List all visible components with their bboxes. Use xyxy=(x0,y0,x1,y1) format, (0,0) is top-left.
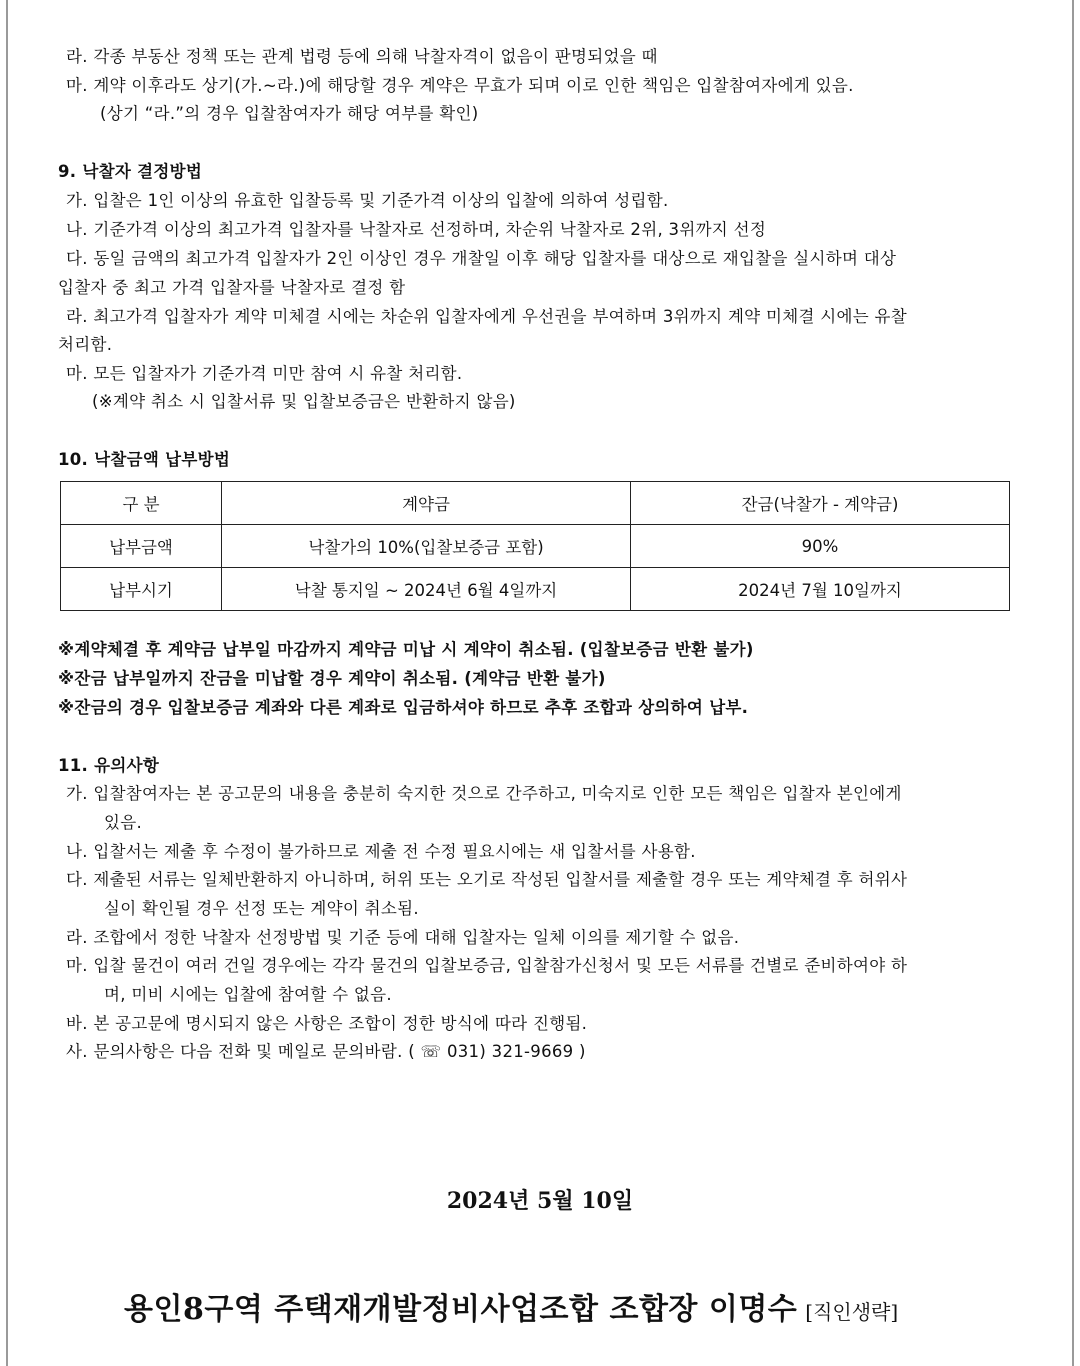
section9-item-ma-note: (※계약 취소 시 입찰서류 및 입찰보증금은 반환하지 않음) xyxy=(92,392,516,411)
section11-item-da-line1: 다. 제출된 서류는 일체반환하지 아니하며, 허위 또는 오기로 작성된 입찰서를 제출할 경우 또는 계약체결 후 허위사 xyxy=(66,870,908,889)
announcement-date: 2024년 5월 10일 xyxy=(446,1188,634,1214)
section9-title: 9. 낙찰자 결정방법 xyxy=(58,162,203,181)
table-row xyxy=(61,568,1010,611)
section11-item-ga-line2: 있음. xyxy=(104,813,143,832)
section11-title: 11. 유의사항 xyxy=(58,756,160,775)
section11-item-ma-line2: 며, 미비 시에는 입찰에 참여할 수 없음. xyxy=(104,985,392,1004)
table-header-row xyxy=(61,482,1010,525)
signature-block xyxy=(124,1284,898,1328)
section10-title: 10. 낙찰금액 납부방법 xyxy=(58,450,231,469)
section11-item-sa: 사. 문의사항은 다음 전화 및 메일로 문의바람. ( ☏ 031) 321-9669 ) xyxy=(66,1042,586,1061)
section10-note: ※계약체결 후 계약금 납부일 마감까지 계약금 미납 시 계약이 취소됨. (입찰보증금 반환 불가) xyxy=(58,640,754,659)
table-header-cell: 잔금(낙찰가 - 계약금) xyxy=(631,482,1010,525)
payment-table xyxy=(60,481,1010,611)
table-cell: 2024년 7월 10일까지 xyxy=(631,568,1010,611)
table-header-cell: 구 분 xyxy=(61,482,222,525)
section8-item-ma: 마. 계약 이후라도 상기(가.~라.)에 해당할 경우 계약은 무효가 되며 이로 인한 책임은 입찰참여자에게 있음. xyxy=(66,76,854,95)
section11-item-ga-line1: 가. 입찰참여자는 본 공고문의 내용을 충분히 숙지한 것으로 간주하고, 미숙지로 인한 모든 책임은 입찰자 본인에게 xyxy=(66,784,902,803)
table-header-cell: 계약금 xyxy=(222,482,631,525)
seal-omitted-note: [직인생략] xyxy=(805,1300,899,1324)
section8-item-ra: 라. 각종 부동산 정책 또는 관계 법령 등에 의해 낙찰자격이 없음이 판명되었을 때 xyxy=(66,47,658,66)
section11-item-ba: 바. 본 공고문에 명시되지 않은 사항은 조합이 정한 방식에 따라 진행됨. xyxy=(66,1014,588,1033)
section9-item-ga: 가. 입찰은 1인 이상의 유효한 입찰등록 및 기준가격 이상의 입찰에 의하여 성립함. xyxy=(66,191,669,210)
table-cell: 낙찰가의 10%(입찰보증금 포함) xyxy=(222,525,631,568)
section11-item-ra: 라. 조합에서 정한 낙찰자 선정방법 및 기준 등에 대해 입찰자는 일체 이의를 제기할 수 없음. xyxy=(66,928,740,947)
section9-item-da-line1: 다. 동일 금액의 최고가격 입찰자가 2인 이상인 경우 개찰일 이후 해당 입찰자를 대상으로 재입찰을 실시하며 대상 xyxy=(66,249,897,268)
table-row xyxy=(61,525,1010,568)
table-cell: 낙찰 통지일 ~ 2024년 6월 4일까지 xyxy=(222,568,631,611)
table-cell: 90% xyxy=(631,525,1010,568)
section11-item-da-line2: 실이 확인될 경우 선정 또는 계약이 취소됨. xyxy=(104,899,419,918)
section9-item-ra-line2: 처리함. xyxy=(58,335,113,354)
section9-item-ma: 마. 모든 입찰자가 기준가격 미만 참여 시 유찰 처리함. xyxy=(66,364,463,383)
section11-item-ma-line1: 마. 입찰 물건이 여러 건일 경우에는 각각 물건의 입찰보증금, 입찰참가신청서 및 모든 서류를 건별로 준비하여야 하 xyxy=(66,956,908,975)
section9-item-ra-line1: 라. 최고가격 입찰자가 계약 미체결 시에는 차순위 입찰자에게 우선권을 부여하며 3위까지 계약 미체결 시에는 유찰 xyxy=(66,307,907,326)
section9-item-da-line2: 입찰자 중 최고 가격 입찰자를 낙찰자로 결정 함 xyxy=(58,278,406,297)
table-cell: 납부금액 xyxy=(61,525,222,568)
section9-item-na: 나. 기준가격 이상의 최고가격 입찰자를 낙찰자로 선정하며, 차순위 낙찰자로 2위, 3위까지 선정 xyxy=(66,220,767,239)
table-cell: 납부시기 xyxy=(61,568,222,611)
signature-name: 용인8구역 주택재개발정비사업조합 조합장 이명수 xyxy=(124,1292,798,1327)
section8-item-ma-note: (상기 “라.”의 경우 입찰참여자가 해당 여부를 확인) xyxy=(100,104,479,123)
section10-note: ※잔금 납부일까지 잔금을 미납할 경우 계약이 취소됨. (계약금 반환 불가) xyxy=(58,669,606,688)
section11-item-na: 나. 입찰서는 제출 후 수정이 불가하므로 제출 전 수정 필요시에는 새 입찰서를 사용함. xyxy=(66,842,696,861)
section10-note: ※잔금의 경우 입찰보증금 계좌와 다른 계좌로 입금하셔야 하므로 추후 조합과 상의하여 납부. xyxy=(58,698,749,717)
